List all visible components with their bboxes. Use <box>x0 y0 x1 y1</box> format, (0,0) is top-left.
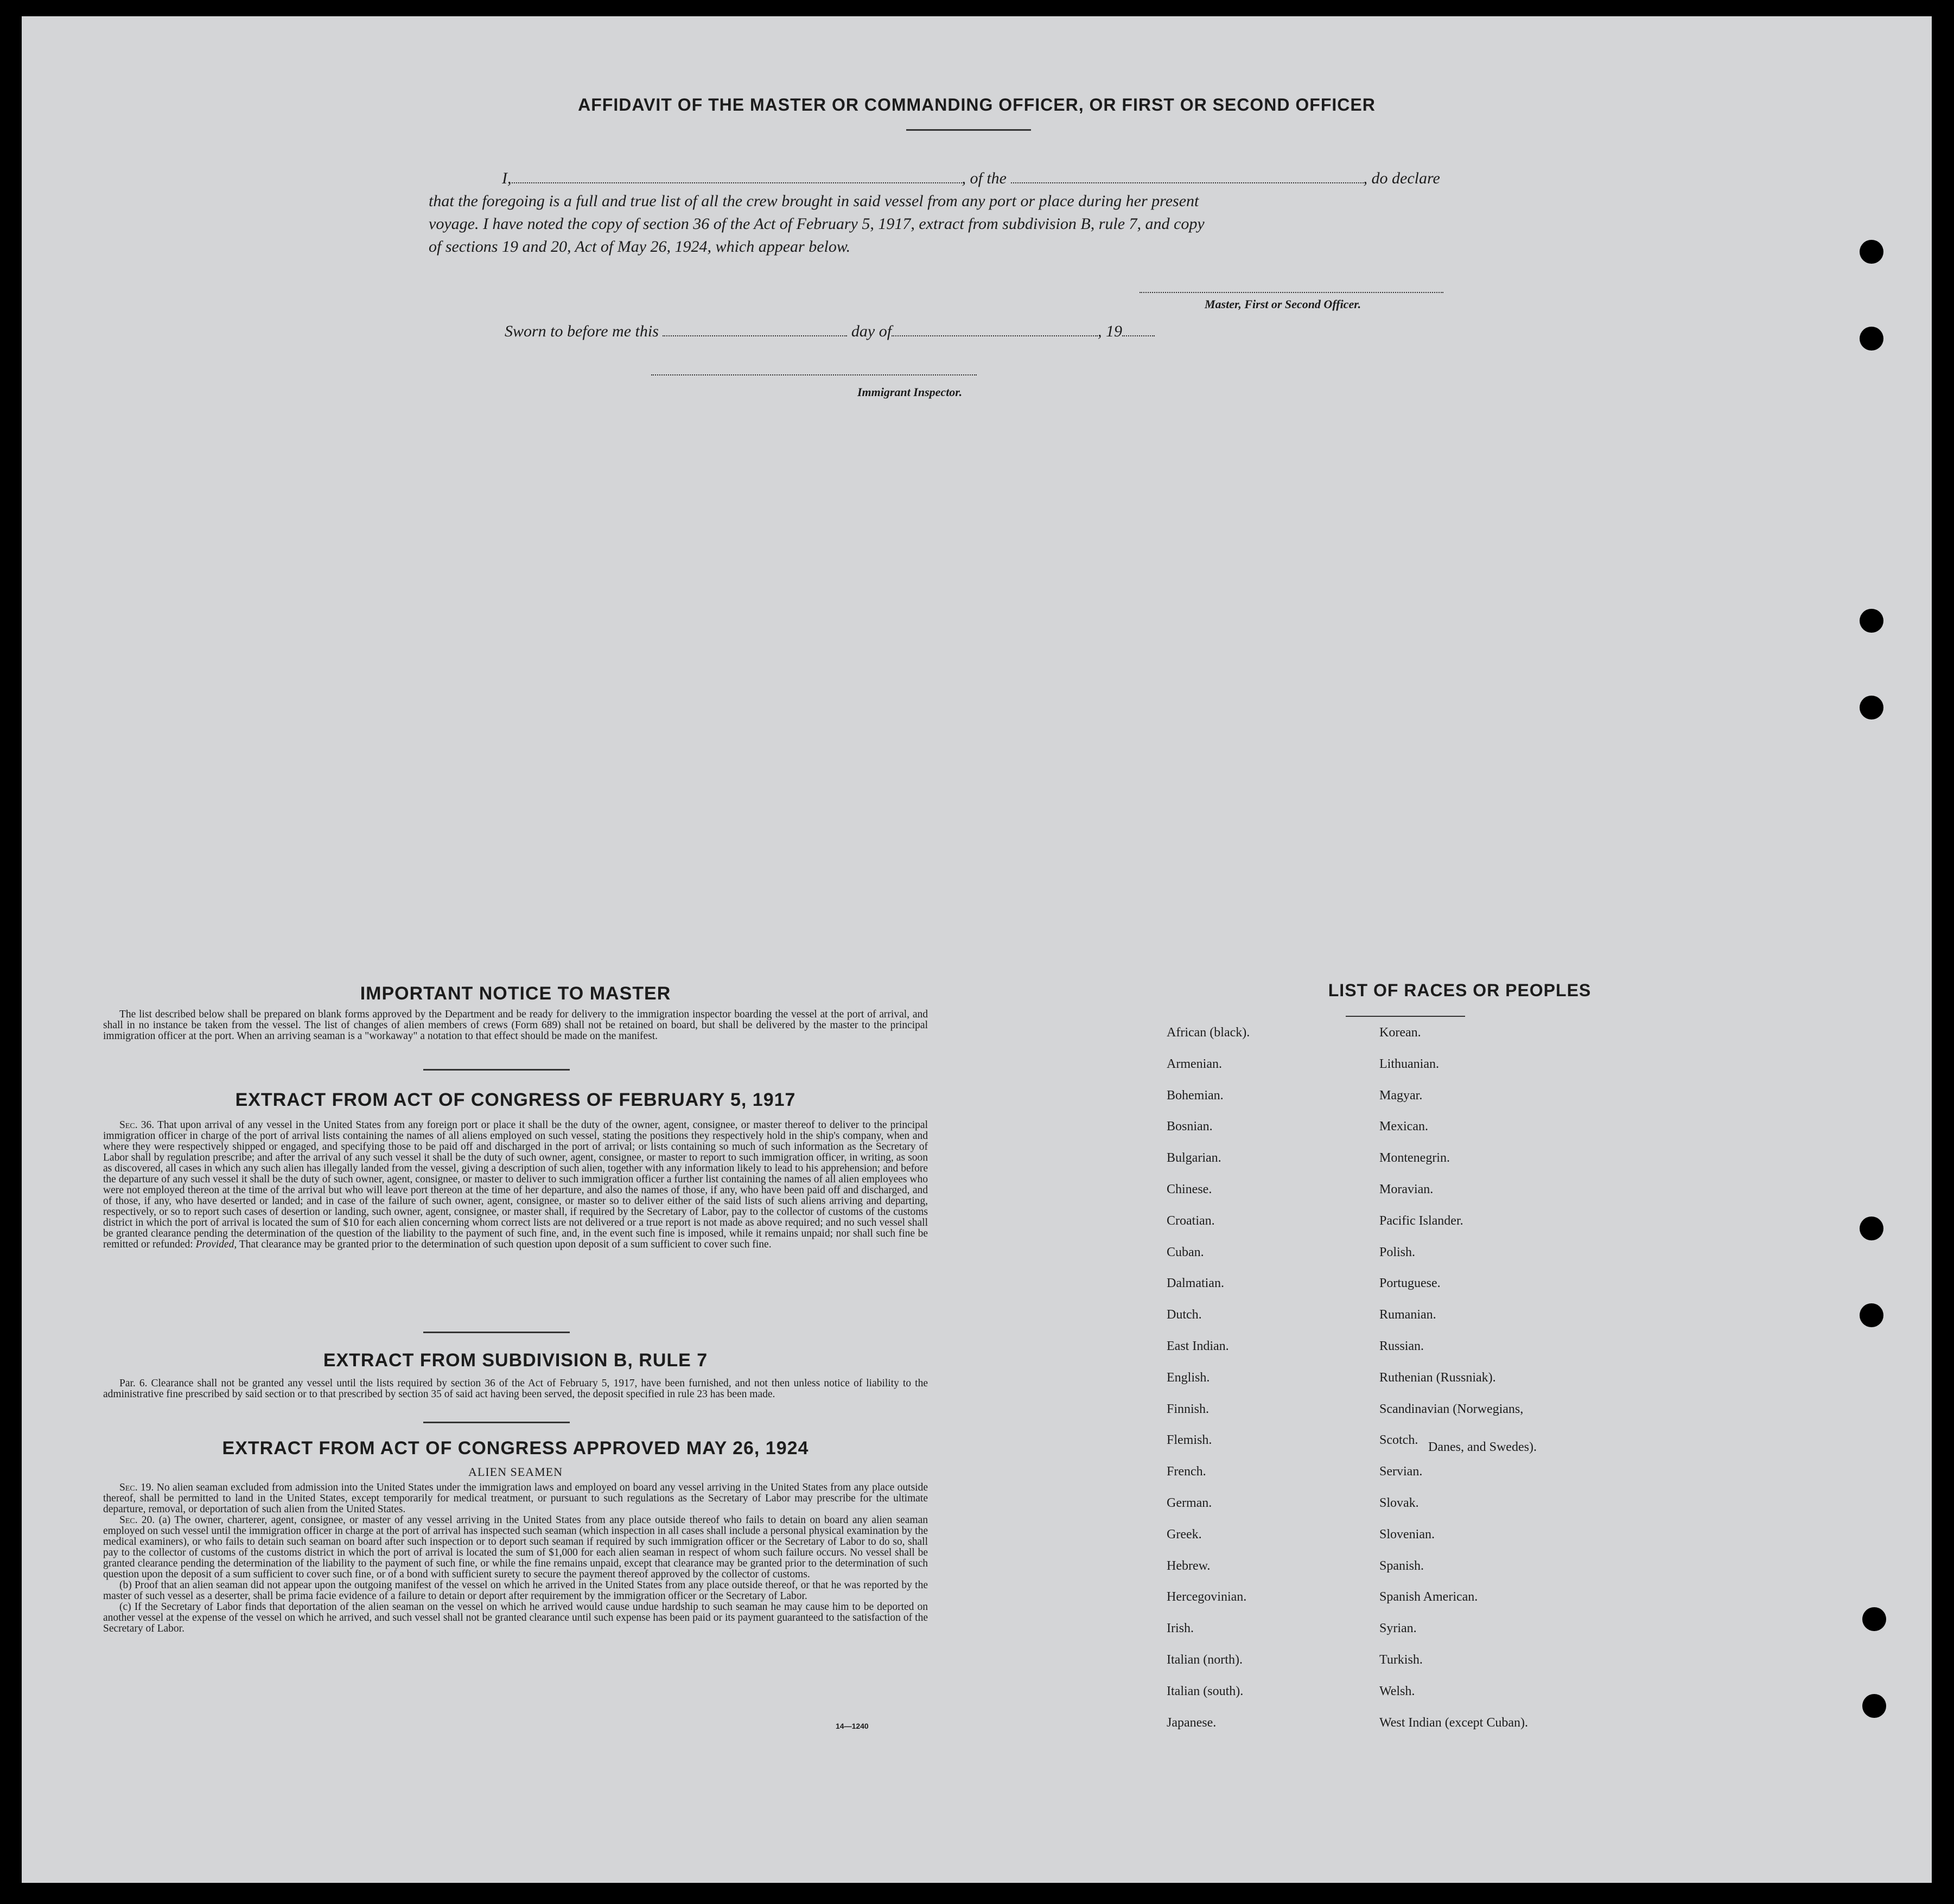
rule-7-text: Par. 6. Clearance shall not be granted any vessel until the lists required by section 36 of the Act of February 5, 1917, have been furnished, and not then unless notice of liability to the administrative fine prescribed by said section or to that prescribed by section 35 of said act having been served, the deposit specified in rule 23 has been made. <box>103 1378 928 1400</box>
race-item: Rumanian. <box>1379 1308 1436 1322</box>
punch-hole <box>1860 1217 1883 1240</box>
race-item: African (black). <box>1167 1026 1250 1040</box>
day-blank[interactable] <box>663 321 847 336</box>
race-item: Lithuanian. <box>1379 1057 1439 1071</box>
affidavit-line-1 <box>429 167 1514 190</box>
race-item: Italian (south). <box>1167 1684 1244 1698</box>
race-item: Montenegrin. <box>1379 1151 1450 1165</box>
extract-1917-rule <box>423 1332 570 1333</box>
race-item: Slovenian. <box>1379 1527 1435 1542</box>
affidavit-line-3: voyage. I have noted the copy of section 36 of the Act of February 5, 1917, extract from subdivision B, rule 7, and copy <box>429 215 1205 233</box>
race-item: Flemish. <box>1167 1433 1212 1447</box>
rule-7-title: EXTRACT FROM SUBDIVISION B, RULE 7 <box>323 1350 708 1371</box>
sworn-label: Sworn to before me this <box>505 322 659 340</box>
race-item: Croatian. <box>1167 1214 1215 1228</box>
race-item: German. <box>1167 1496 1212 1510</box>
race-item: Spanish American. <box>1379 1590 1478 1604</box>
year-label: , 19 <box>1098 322 1123 340</box>
race-item: Scandinavian (Norwegians, <box>1379 1402 1524 1416</box>
rule-7-rule <box>423 1422 570 1423</box>
race-item: Cuban. <box>1167 1245 1204 1259</box>
race-item: Servian. <box>1379 1464 1423 1479</box>
sworn-line <box>429 320 1514 343</box>
race-item: Magyar. <box>1379 1088 1423 1103</box>
year-blank[interactable] <box>1122 321 1155 336</box>
document-page <box>22 16 1932 1883</box>
race-item: West Indian (except Cuban). <box>1379 1716 1528 1730</box>
punch-hole <box>1860 696 1883 719</box>
notice-text: The list described below shall be prepared on blank forms approved by the Department and be ready for delivery to the immigration inspector boarding the vessel at the port of arrival, and shall in no instance be taken from the vessel. The list of changes of alien members of crews (Form 689) shall not be retained on board, but shall be delivered by the master to the principal immigration officer at the port. When an arriving seaman is a "workaway" a notation to that effect should be made on the manifest. <box>103 1009 928 1042</box>
race-item: Bulgarian. <box>1167 1151 1221 1165</box>
race-item: Armenian. <box>1167 1057 1222 1071</box>
form-number: 14—1240 <box>836 1722 869 1730</box>
race-item: French. <box>1167 1464 1206 1479</box>
race-item: Hebrew. <box>1167 1559 1211 1573</box>
race-item: Polish. <box>1379 1245 1416 1259</box>
day-of-label: day of <box>851 322 892 340</box>
of-the-label: , of the <box>962 169 1007 187</box>
do-declare-label: , do declare <box>1363 169 1440 187</box>
extract-1917-text: Sec. 36. That upon arrival of any vessel in the United States from any foreign port or place it shall be the duty of the owner, agent, consignee, or master thereof to deliver to the principal immigration officer in charge of the port of arrival lists containing the names of all aliens employed on such vessel, stating the positions they respectively hold in the ship's company, when and where they were respectively shipped or engaged, and specifying those to be paid off and discharged in the port of arrival; or lists containing so much of such information as the Secretary of Labor shall by regulation prescribe; and after the arrival of any such vessel it shall be the duty of such owner, agent, consignee, or master to report to such immigration officer, in writing, as soon as discovered, all cases in which any such alien has illegally landed from the vessel, giving a description of such alien, together with any information likely to lead to his apprehension; and before the departure of any such vessel it shall be the duty of such owner, agent, consignee, or master to deliver to such immigration officer a further list containing the names of all alien employees who were not employed thereon at the time of the arrival but who will leave port thereon at the time of her departure, and also the names of those, if any, who have been paid off and discharged, and of those, if any, who have deserted or landed; and in case of the failure of such owner, agent, consignee, or master so to deliver either of the said lists of such aliens arriving and departing, respectively, or so to report such cases of desertion or landing, such owner, agent, consignee, or master shall, if required by the Secretary of Labor, pay to the collector of customs of the customs district in which the port of arrival is located the sum of $10 for each alien concerning whom correct lists are not delivered or a true report is not made as above required; and no such vessel shall be granted clearance pending the determination of the question of the liability to the payment of such fine, and, in the event such fine is imposed, while it remains unpaid; nor shall such fine be remitted or refunded: Provided, That clearance may be granted prior to the determination of such question upon deposit of a sum sufficient to cover such fine. <box>103 1119 928 1250</box>
race-item: Portuguese. <box>1379 1276 1441 1290</box>
race-item: Pacific Islander. <box>1379 1214 1463 1228</box>
affidavit-line-4: of sections 19 and 20, Act of May 26, 1924, which appear below. <box>429 238 851 256</box>
race-item: Japanese. <box>1167 1716 1217 1730</box>
name-blank[interactable] <box>512 168 962 183</box>
punch-hole <box>1860 240 1883 264</box>
affidavit-line-2: that the foregoing is a full and true list of all the crew brought in said vessel from any port or place during her present <box>429 192 1199 210</box>
race-item: Moravian. <box>1379 1182 1434 1196</box>
inspector-caption: Immigrant Inspector. <box>857 385 963 399</box>
master-caption: Master, First or Second Officer. <box>1205 297 1361 311</box>
punch-hole <box>1860 609 1883 633</box>
race-item: Greek. <box>1167 1527 1202 1542</box>
affidavit-title: AFFIDAVIT OF THE MASTER OR COMMANDING OFFICER, OR FIRST OR SECOND OFFICER <box>578 95 1376 114</box>
race-item: Chinese. <box>1167 1182 1212 1196</box>
month-blank[interactable] <box>892 321 1098 336</box>
race-item: Hercegovinian. <box>1167 1590 1247 1604</box>
notice-rule <box>423 1069 570 1071</box>
master-signature-line[interactable] <box>1140 292 1443 293</box>
punch-hole <box>1860 1303 1883 1327</box>
race-item: Italian (north). <box>1167 1653 1243 1667</box>
race-item: Mexican. <box>1379 1119 1428 1134</box>
race-item: Bosnian. <box>1167 1119 1213 1134</box>
race-item: Bohemian. <box>1167 1088 1224 1103</box>
race-item-continuation: Danes, and Swedes). <box>1428 1440 1537 1454</box>
race-item: Russian. <box>1379 1339 1424 1353</box>
notice-title: IMPORTANT NOTICE TO MASTER <box>360 983 671 1004</box>
inspector-signature-line[interactable] <box>651 374 977 375</box>
race-item: Irish. <box>1167 1621 1194 1635</box>
race-item: Spanish. <box>1379 1559 1424 1573</box>
extract-1924-title: EXTRACT FROM ACT OF CONGRESS APPROVED MAY 26, 1924 <box>222 1438 809 1459</box>
race-item: Ruthenian (Russniak). <box>1379 1371 1496 1385</box>
extract-1917-title: EXTRACT FROM ACT OF CONGRESS OF FEBRUARY 5, 1917 <box>235 1090 796 1110</box>
race-item: Turkish. <box>1379 1653 1423 1667</box>
race-item: Welsh. <box>1379 1684 1415 1698</box>
race-item: Scotch. <box>1379 1433 1418 1447</box>
extract-1924-text: Sec. 19. No alien seaman excluded from admission into the United States under the immigration laws and employed on board any vessel arriving in the United States from any place outside thereof, shall be permitted to land in the United States, except temporarily for medical treatment, or pursuant to such regulations as the Secretary of Labor may prescribe for the ultimate departure, removal, or deportation of such alien from the United States. Sec. 20. (a) The owner, charterer, agent, consignee, or master of any vessel arriving in the United States from any place outside thereof who fails to detain on board any alien seaman employed on such vessel until the immigration officer in charge at the port of arrival has inspected such seaman (which inspection in all cases shall include a personal physical examination by the medical examiners), or who fails to detain such seaman on board after such inspection or to deport such seaman if required by such immigration officer or the Secretary of Labor to do so, shall pay to the collector of customs of the customs district in which the port of arrival is located the sum of $1,000 for each alien seaman in respect of whom such failure occurs. No vessel shall be granted clearance pending the determination of the liability to the payment of such fine, or while the fine remains unpaid, except that clearance may be granted prior to the determination of such question upon the deposit of a sum sufficient to cover such fine, or of a bond with sufficient surety to secure the payment thereof approved by the collector of customs. (b) Proof that an alien seaman did not appear upon the outgoing manifest of the vessel on which he arrived in the United States from any place outside thereof, or that he was reported by the master of such vessel as a deserter, shall be prima facie evidence of a failure to detain or deport after requirement by the immigration officer or the Secretary of Labor. (c) If the Secretary of Labor finds that deportation of the alien seaman on the vessel on which he arrived would cause undue hardship to such seaman he may cause him to be deported on another vessel at the expense of the vessel on which he arrived, and such vessel shall not be granted clearance until such expense has been paid or its payment guaranteed to the satisfaction of the Secretary of Labor. <box>103 1482 928 1634</box>
race-item: Finnish. <box>1167 1402 1210 1416</box>
race-item: Korean. <box>1379 1026 1421 1040</box>
race-item: English. <box>1167 1371 1210 1385</box>
title-rule <box>906 129 1031 131</box>
i-label: I, <box>502 169 512 187</box>
race-item: Slovak. <box>1379 1496 1419 1510</box>
race-item: Dalmatian. <box>1167 1276 1224 1290</box>
punch-hole <box>1862 1694 1886 1718</box>
race-item: East Indian. <box>1167 1339 1229 1353</box>
races-title: LIST OF RACES OR PEOPLES <box>1328 980 1592 1000</box>
race-item: Syrian. <box>1379 1621 1417 1635</box>
punch-hole <box>1860 327 1883 351</box>
races-rule <box>1346 1016 1465 1017</box>
alien-seamen-subtitle: ALIEN SEAMEN <box>468 1465 563 1479</box>
punch-hole <box>1862 1607 1886 1631</box>
race-item: Dutch. <box>1167 1308 1202 1322</box>
vessel-blank[interactable] <box>1011 168 1364 183</box>
